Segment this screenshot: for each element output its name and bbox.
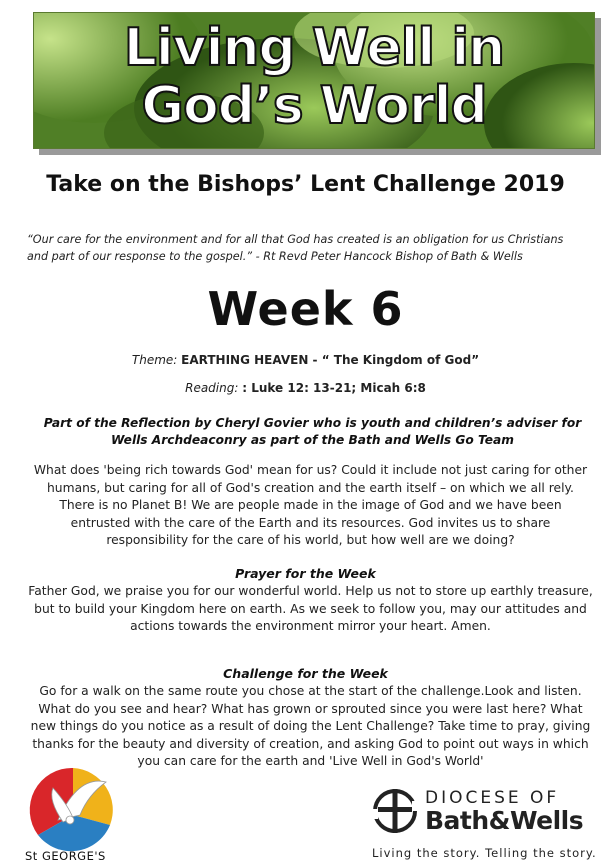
- challenge-subtitle: Take on the Bishops’ Lent Challenge 2019: [46, 172, 565, 197]
- banner-title-line-2: God’s World: [141, 76, 487, 136]
- diocese-of-text: DIOCESE OF: [425, 788, 560, 808]
- header-banner: [33, 12, 595, 149]
- theme-value: EARTHING HEAVEN - “ The Kingdom of God”: [181, 353, 480, 367]
- reading-value: : Luke 12: 13-21; Micah 6:8: [242, 381, 426, 395]
- banner-title: [34, 19, 594, 135]
- prayer-text: Father God, we praise you for our wonderful world. Help us not to store up earthly treasure, but to build your Kingdom here on earth. As we seek to follow you, may our attitudes and actions towards the environment mirror your heart. Amen.: [28, 584, 593, 633]
- st-georges-label: St GEORGE'S: [25, 849, 106, 863]
- prayer-heading: Prayer for the Week: [235, 566, 376, 581]
- banner-title-line-1: Living Well in: [123, 18, 505, 78]
- diocese-name: Bath&Wells: [425, 806, 584, 835]
- reflection-text: What does 'being rich towards God' mean for us? Could it include not just caring for other humans, but caring for all of God's creation and the earth itself – on which we all rely. There is no Planet B! We are people made in the image of God and we have been entrusted with the care of the Earth and its resources. God invites us to share responsibility for the care of his world, but how well are we doing?: [33, 463, 588, 547]
- week-heading: Week 6: [207, 282, 404, 336]
- reflection-heading: Part of the Reflection by Cheryl Govier who is youth and children’s adviser for Wells Archdeaconry as part of the Bath and Wells Go Team: [43, 416, 582, 447]
- challenge-heading: Challenge for the Week: [223, 666, 388, 681]
- reading-line: [0, 381, 611, 395]
- challenge-text: Go for a walk on the same route you chose at the start of the challenge.Look and listen. What do you see and hear? What has grown or sprouted since you were last here? What new things do you notice as a result of doing the Lent Challenge? Take time to pray, giving thanks for the beauty and diversity of creation, and asking God to point out ways in which you can care for the earth and 'Live Well in God's World': [30, 684, 591, 768]
- diocese-cross-icon: [372, 787, 418, 837]
- theme-line: [0, 353, 611, 367]
- theme-label: Theme:: [131, 353, 178, 367]
- bishop-quote: “Our care for the environment and for all that God has created is an obligation for us Christians and part of our response to the gospel.” - Rt Revd Peter Hancock Bishop of Bath & Wells: [27, 233, 564, 263]
- diocese-tagline: Living the story. Telling the story.: [372, 846, 597, 860]
- reading-label: Reading:: [185, 381, 239, 395]
